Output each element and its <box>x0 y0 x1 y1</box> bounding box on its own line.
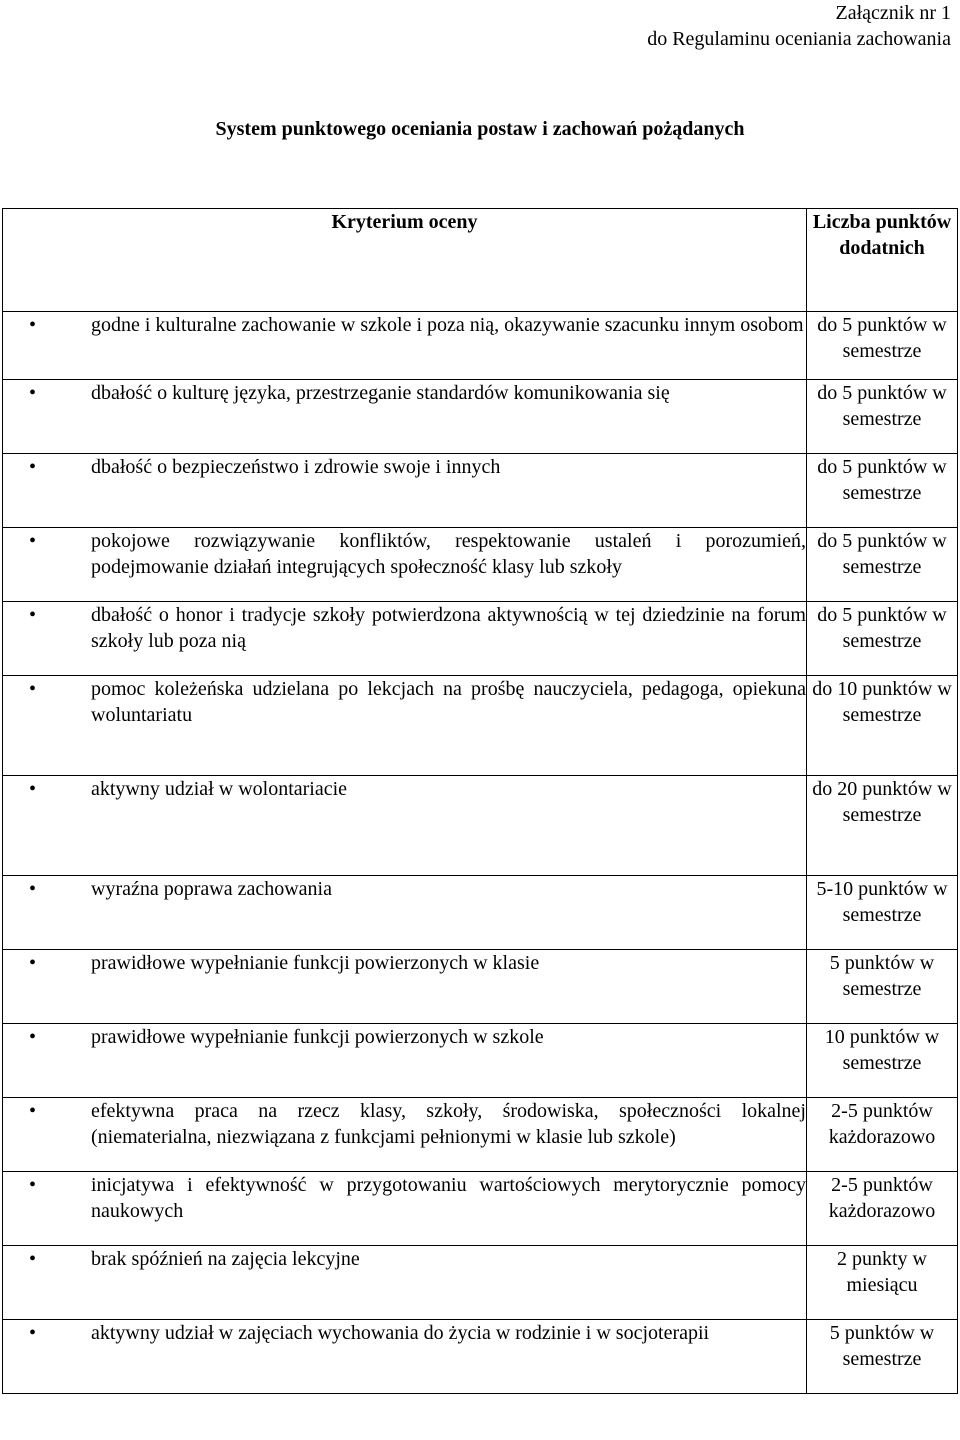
table-row <box>3 528 958 602</box>
annex-header <box>647 0 951 52</box>
bullet-icon: • <box>29 456 37 478</box>
points-cell: do 10 punktów w semestrze <box>807 676 958 776</box>
header-criterion: Kryterium oceny <box>3 209 807 312</box>
annex-line-1: Załącznik nr 1 <box>835 2 951 24</box>
criterion-cell <box>3 1246 807 1320</box>
criterion-text: aktywny udział w wolontariacie <box>91 778 348 800</box>
points-cell: do 5 punktów w semestrze <box>807 602 958 676</box>
bullet-icon: • <box>29 530 37 552</box>
criterion-text: pokojowe rozwiązywanie konfliktów, respektowanie ustaleń i porozumień, podejmowanie działań integrujących społeczność klasy lub szkoły <box>91 530 806 578</box>
criterion-cell <box>3 380 807 454</box>
criterion-text: godne i kulturalne zachowanie w szkole i poza nią, okazywanie szacunku innym osobom <box>91 314 804 336</box>
criterion-text: prawidłowe wypełnianie funkcji powierzonych w klasie <box>91 952 540 974</box>
table-row <box>3 602 958 676</box>
bullet-icon: • <box>29 878 37 900</box>
bullet-icon: • <box>29 778 37 800</box>
header-points: Liczba punktów dodatnich <box>807 209 958 312</box>
criterion-cell <box>3 312 807 380</box>
bullet-icon: • <box>29 1248 37 1270</box>
points-cell: 2 punkty w miesiącu <box>807 1246 958 1320</box>
table-row <box>3 776 958 876</box>
table-row <box>3 1172 958 1246</box>
points-cell: 5 punktów w semestrze <box>807 1320 958 1394</box>
criterion-cell <box>3 602 807 676</box>
points-cell: do 5 punktów w semestrze <box>807 380 958 454</box>
criterion-text: inicjatywa i efektywność w przygotowaniu wartościowych merytorycznie pomocy naukowych <box>91 1174 806 1222</box>
criterion-cell <box>3 528 807 602</box>
bullet-icon: • <box>29 1026 37 1048</box>
table-header-row <box>3 209 958 312</box>
table-row <box>3 380 958 454</box>
criterion-cell <box>3 1024 807 1098</box>
document-title: System punktowego oceniania postaw i zachowań pożądanych <box>215 118 745 140</box>
bullet-icon: • <box>29 382 37 404</box>
annex-line-2: do Regulaminu oceniania zachowania <box>647 28 951 50</box>
bullet-icon: • <box>29 1100 37 1122</box>
criterion-text: wyraźna poprawa zachowania <box>91 878 332 900</box>
criterion-cell <box>3 454 807 528</box>
points-cell: do 5 punktów w semestrze <box>807 312 958 380</box>
criterion-cell <box>3 676 807 776</box>
points-cell: 2-5 punktów każdorazowo <box>807 1098 958 1172</box>
criteria-table <box>2 208 958 1394</box>
points-cell: do 5 punktów w semestrze <box>807 454 958 528</box>
points-cell: 5 punktów w semestrze <box>807 950 958 1024</box>
table-row <box>3 1246 958 1320</box>
criterion-text: brak spóźnień na zajęcia lekcyjne <box>91 1248 360 1270</box>
criterion-text: dbałość o kulturę języka, przestrzeganie standardów komunikowania się <box>91 382 670 404</box>
table-row <box>3 876 958 950</box>
bullet-icon: • <box>29 604 37 626</box>
table-row <box>3 1320 958 1394</box>
points-cell: 5-10 punktów w semestrze <box>807 876 958 950</box>
criterion-text: aktywny udział w zajęciach wychowania do życia w rodzinie i w socjoterapii <box>91 1322 710 1344</box>
criterion-text: efektywna praca na rzecz klasy, szkoły, środowiska, społeczności lokalnej (niematerialna, niezwiązana z funkcjami pełnionymi w klasie lub szkole) <box>91 1100 806 1148</box>
bullet-icon: • <box>29 678 37 700</box>
criterion-text: prawidłowe wypełnianie funkcji powierzonych w szkole <box>91 1026 544 1048</box>
bullet-icon: • <box>29 1174 37 1196</box>
table-row <box>3 1098 958 1172</box>
points-cell: do 20 punktów w semestrze <box>807 776 958 876</box>
points-cell: 2-5 punktów każdorazowo <box>807 1172 958 1246</box>
criterion-cell <box>3 1172 807 1246</box>
bullet-icon: • <box>29 952 37 974</box>
criterion-text: dbałość o honor i tradycje szkoły potwierdzona aktywnością w tej dziedzinie na forum szkoły lub poza nią <box>91 604 806 652</box>
bullet-icon: • <box>29 314 37 336</box>
table-row <box>3 312 958 380</box>
criterion-cell <box>3 950 807 1024</box>
criteria-rows <box>3 312 958 1394</box>
criterion-cell <box>3 876 807 950</box>
bullet-icon: • <box>29 1322 37 1344</box>
criterion-cell <box>3 776 807 876</box>
table-row <box>3 676 958 776</box>
criterion-cell <box>3 1320 807 1394</box>
points-cell: 10 punktów w semestrze <box>807 1024 958 1098</box>
table-row <box>3 1024 958 1098</box>
table-row <box>3 950 958 1024</box>
points-cell: do 5 punktów w semestrze <box>807 528 958 602</box>
criterion-text: pomoc koleżeńska udzielana po lekcjach na prośbę nauczyciela, pedagoga, opiekuna woluntariatu <box>91 678 806 726</box>
table-row <box>3 454 958 528</box>
criterion-text: dbałość o bezpieczeństwo i zdrowie swoje i innych <box>91 456 501 478</box>
criterion-cell <box>3 1098 807 1172</box>
